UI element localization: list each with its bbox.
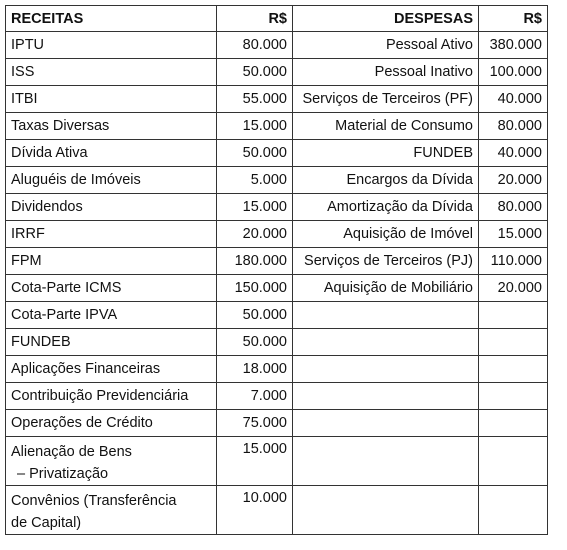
despesas-value-header: R$	[479, 6, 548, 32]
despesa-label: Serviços de Terceiros (PF)	[293, 86, 479, 113]
receita-value: 50.000	[217, 329, 293, 356]
receita-label: ISS	[6, 59, 217, 86]
despesa-label: FUNDEB	[293, 140, 479, 167]
table-row	[6, 329, 548, 356]
empty-cell	[479, 383, 548, 410]
despesa-value: 80.000	[479, 194, 548, 221]
table-row	[6, 221, 548, 248]
despesa-label: Pessoal Inativo	[293, 59, 479, 86]
header-row	[6, 6, 548, 32]
receita-label: Cota-Parte ICMS	[6, 275, 217, 302]
empty-cell	[293, 329, 479, 356]
empty-cell	[479, 410, 548, 437]
despesa-label: Material de Consumo	[293, 113, 479, 140]
receita-value: 7.000	[217, 383, 293, 410]
receita-label: Operações de Crédito	[6, 410, 217, 437]
table-row	[6, 167, 548, 194]
receita-value: 50.000	[217, 140, 293, 167]
table-row	[6, 86, 548, 113]
receita-value: 75.000	[217, 410, 293, 437]
receitas-header: RECEITAS	[6, 6, 217, 32]
receita-value: 18.000	[217, 356, 293, 383]
receita-value: 50.000	[217, 59, 293, 86]
receita-label: Taxas Diversas	[6, 113, 217, 140]
receita-value: 80.000	[217, 32, 293, 59]
receita-label: Dívida Ativa	[6, 140, 217, 167]
table-row	[6, 59, 548, 86]
table-row	[6, 113, 548, 140]
empty-cell	[479, 437, 548, 486]
empty-cell	[479, 329, 548, 356]
receita-value: 55.000	[217, 86, 293, 113]
table-row	[6, 302, 548, 329]
receita-label: Cota-Parte IPVA	[6, 302, 217, 329]
receita-label: Dividendos	[6, 194, 217, 221]
receita-label: FUNDEB	[6, 329, 217, 356]
receita-label: IRRF	[6, 221, 217, 248]
empty-cell	[293, 383, 479, 410]
despesa-value: 110.000	[479, 248, 548, 275]
despesas-header: DESPESAS	[293, 6, 479, 32]
empty-cell	[479, 302, 548, 329]
receita-label: Aluguéis de Imóveis	[6, 167, 217, 194]
receita-label: IPTU	[6, 32, 217, 59]
table-row	[6, 32, 548, 59]
empty-cell	[293, 410, 479, 437]
despesa-label: Pessoal Ativo	[293, 32, 479, 59]
table-row	[6, 140, 548, 167]
receita-value: 15.000	[217, 113, 293, 140]
despesa-label: Serviços de Terceiros (PJ)	[293, 248, 479, 275]
receita-value: 150.000	[217, 275, 293, 302]
receita-value: 10.000	[217, 486, 293, 535]
despesa-label: Aquisição de Imóvel	[293, 221, 479, 248]
despesa-label: Encargos da Dívida	[293, 167, 479, 194]
receita-label: ITBI	[6, 86, 217, 113]
despesa-label: Amortização da Dívida	[293, 194, 479, 221]
receita-value: 5.000	[217, 167, 293, 194]
despesa-value: 20.000	[479, 275, 548, 302]
despesa-value: 20.000	[479, 167, 548, 194]
empty-cell	[293, 302, 479, 329]
despesa-value: 100.000	[479, 59, 548, 86]
table-row	[6, 194, 548, 221]
table-row	[6, 486, 548, 535]
empty-cell	[293, 356, 479, 383]
despesa-value: 40.000	[479, 140, 548, 167]
receita-label-line: de Capital)	[11, 515, 82, 531]
empty-cell	[479, 356, 548, 383]
receita-label-line: – Privatização	[17, 466, 109, 482]
receitas-value-header: R$	[217, 6, 293, 32]
table-row	[6, 356, 548, 383]
table-row	[6, 437, 548, 486]
receita-label-line: Alienação de Bens	[11, 444, 132, 460]
receita-value: 50.000	[217, 302, 293, 329]
receita-label: FPM	[6, 248, 217, 275]
despesa-value: 80.000	[479, 113, 548, 140]
despesa-value: 15.000	[479, 221, 548, 248]
despesa-value: 380.000	[479, 32, 548, 59]
despesa-label: Aquisição de Mobiliário	[293, 275, 479, 302]
receita-value: 15.000	[217, 194, 293, 221]
receita-value: 15.000	[217, 437, 293, 486]
receita-value: 180.000	[217, 248, 293, 275]
receita-label-multiline	[6, 437, 217, 486]
table-row	[6, 248, 548, 275]
despesa-value: 40.000	[479, 86, 548, 113]
receita-label-multiline	[6, 486, 217, 535]
receita-label: Contribuição Previdenciária	[6, 383, 217, 410]
table-row	[6, 410, 548, 437]
empty-cell	[293, 486, 479, 535]
table-row	[6, 383, 548, 410]
receita-value: 20.000	[217, 221, 293, 248]
empty-cell	[479, 486, 548, 535]
empty-cell	[293, 437, 479, 486]
receita-label-line: Convênios (Transferência	[11, 493, 177, 509]
receita-label: Aplicações Financeiras	[6, 356, 217, 383]
budget-table	[5, 5, 548, 535]
table-row	[6, 275, 548, 302]
